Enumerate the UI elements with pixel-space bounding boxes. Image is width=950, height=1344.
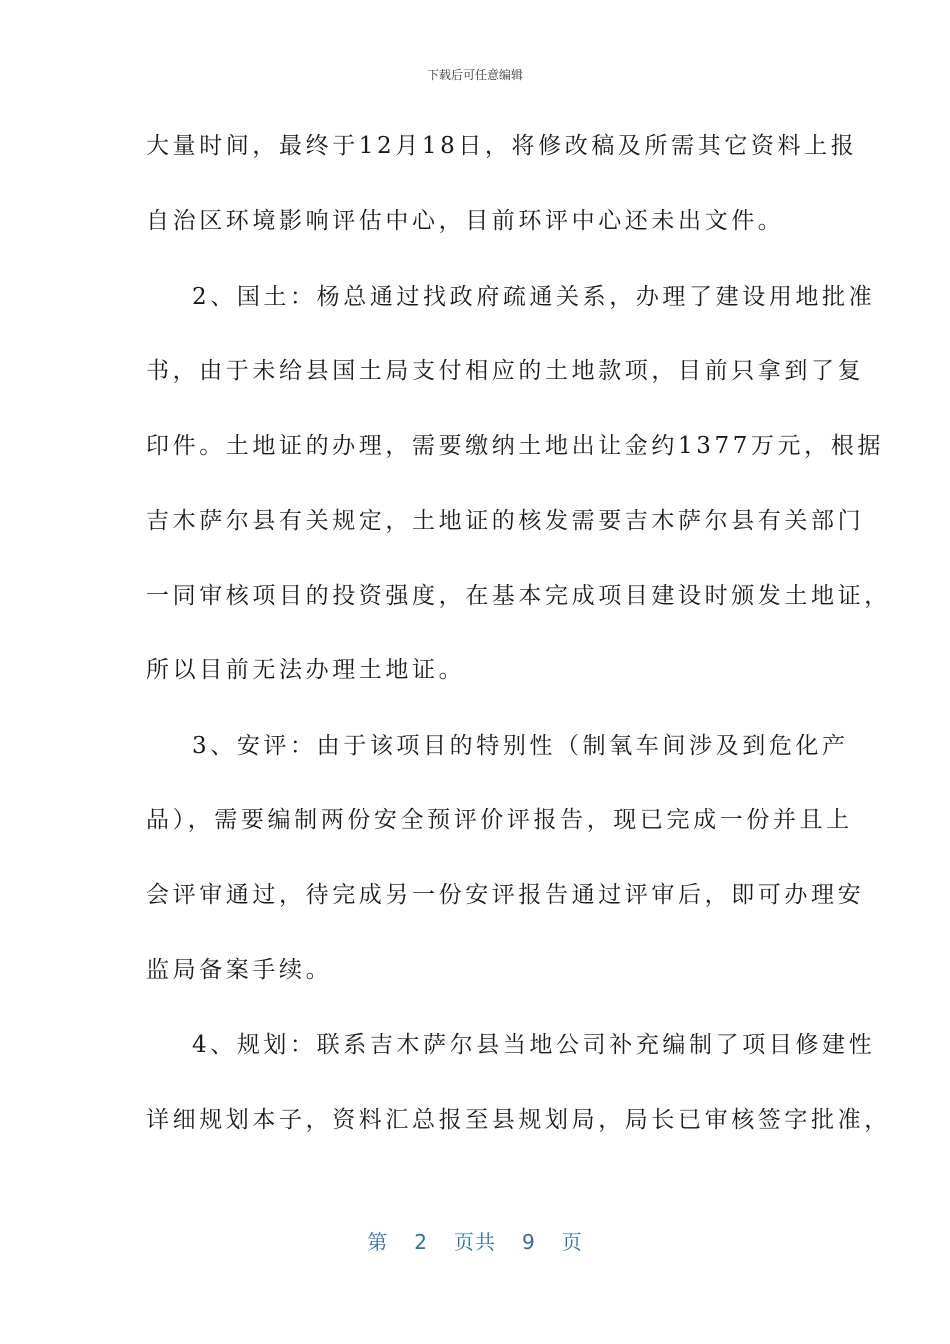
body-line: 自治区环境影响评估中心，目前环评中心还未出文件。 bbox=[146, 208, 785, 234]
body-line: 3、安评：由于该项目的特别性（制氧车间涉及到危化产 bbox=[192, 733, 849, 759]
page-footer bbox=[0, 1226, 950, 1255]
body-line: 所以目前无法办理土地证。 bbox=[146, 657, 466, 683]
body-line: 2、国土：杨总通过找政府疏通关系，办理了建设用地批准 bbox=[192, 284, 876, 310]
body-line: 大量时间，最终于12月18日，将修改稿及所需其它资料上报 bbox=[146, 133, 858, 159]
body-line: 4、规划：联系吉木萨尔县当地公司补充编制了项目修建性 bbox=[192, 1032, 876, 1058]
body-line: 一同审核项目的投资强度，在基本完成项目建设时颁发土地证， bbox=[146, 583, 891, 609]
footer-suffix: 页 bbox=[561, 1230, 583, 1254]
body-line: 品），需要编制两份安全预评价评报告，现已完成一份并且上 bbox=[146, 807, 853, 833]
footer-middle: 页共 bbox=[454, 1230, 496, 1254]
body-line: 印件。土地证的办理，需要缴纳土地出让金约1377万元，根据 bbox=[146, 433, 884, 459]
body-line: 详细规划本子，资料汇总报至县规划局，局长已审核签字批准， bbox=[146, 1107, 891, 1133]
body-line: 书，由于未给县国土局支付相应的土地款项，目前只拿到了复 bbox=[146, 358, 865, 384]
header-note: 下载后可任意编辑 bbox=[426, 68, 523, 82]
current-page-number: 2 bbox=[414, 1230, 428, 1254]
body-line: 监局备案手续。 bbox=[146, 957, 333, 983]
total-pages-number: 9 bbox=[522, 1230, 536, 1254]
body-line: 会评审通过，待完成另一份安评报告通过评审后，即可办理安 bbox=[146, 882, 865, 908]
body-line: 吉木萨尔县有关规定，土地证的核发需要吉木萨尔县有关部门 bbox=[146, 508, 865, 534]
footer-prefix: 第 bbox=[367, 1230, 389, 1254]
